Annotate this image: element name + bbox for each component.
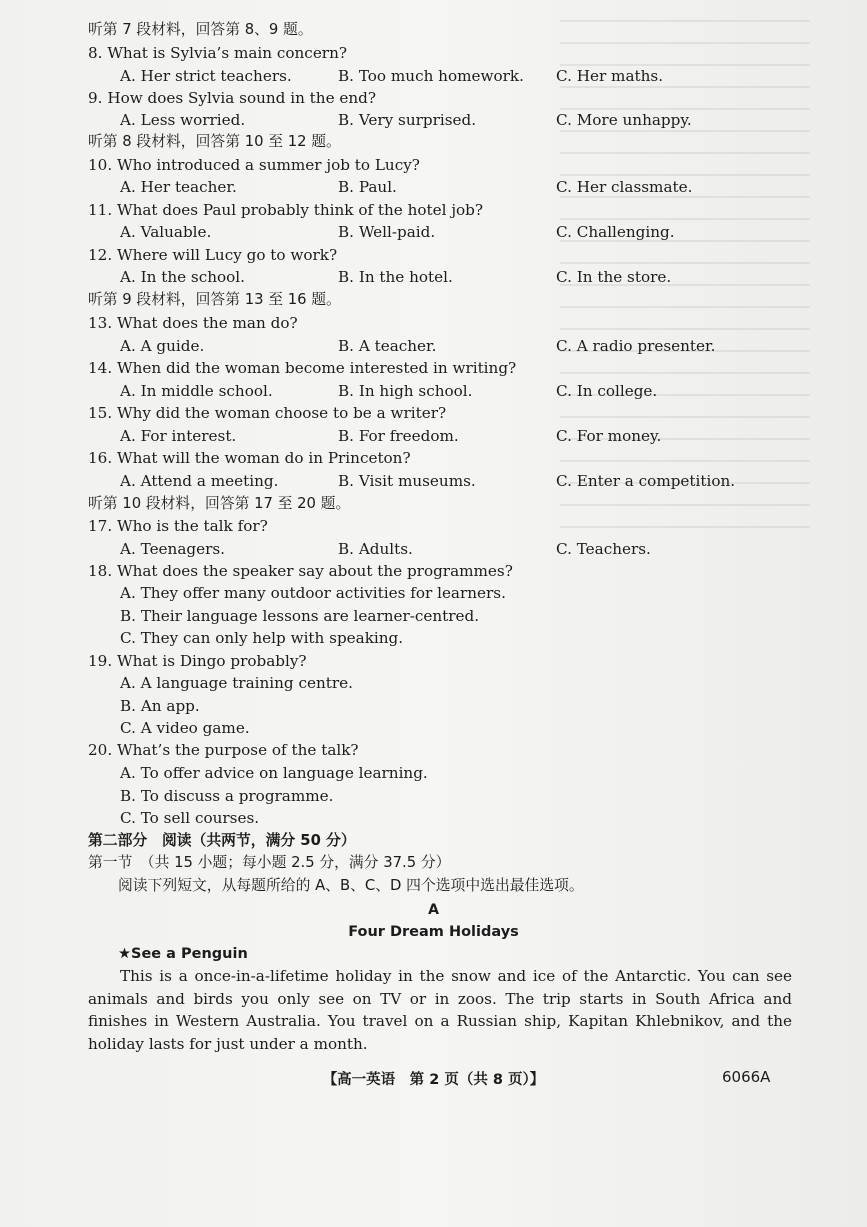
question-20-option-c: C. To sell courses. [120, 809, 260, 827]
section-header-8: 听第 8 段材料，回答第 10 至 12 题。 [88, 133, 341, 150]
question-18-stem: 18. What does the speaker say about the programmes? [88, 562, 513, 580]
question-11-option-c: C. Challenging. [556, 223, 675, 241]
question-10-option-c: C. Her classmate. [556, 178, 693, 196]
passage-section-heading: ★See a Penguin [118, 946, 248, 962]
question-18-option-a: A. They offer many outdoor activities for learners. [120, 584, 506, 602]
passage-paragraph [88, 965, 792, 1055]
section-header-9: 听第 9 段材料，回答第 13 至 16 题。 [88, 291, 341, 308]
question-10-stem: 10. Who introduced a summer job to Lucy? [88, 156, 420, 174]
question-8-option-a: A. Her strict teachers. [120, 67, 292, 85]
question-16-option-b: B. Visit museums. [338, 472, 476, 490]
question-9-option-b: B. Very surprised. [338, 111, 477, 129]
question-14-option-b: B. In high school. [338, 382, 473, 400]
question-17-option-b: B. Adults. [338, 540, 413, 558]
question-15-option-a: A. For interest. [120, 427, 237, 445]
question-19-option-c: C. A video game. [120, 719, 250, 737]
question-10-option-b: B. Paul. [338, 178, 397, 196]
question-20-stem: 20. What’s the purpose of the talk? [88, 741, 359, 759]
passage-title: Four Dream Holidays [348, 924, 519, 940]
question-8-option-b: B. Too much homework. [338, 67, 524, 85]
question-13-option-a: A. A guide. [120, 337, 205, 355]
question-17-option-c: C. Teachers. [556, 540, 651, 558]
part2-instruction: 阅读下列短文，从每题所给的 A、B、C、D 四个选项中选出最佳选项。 [118, 877, 584, 894]
question-8-option-c: C. Her maths. [556, 67, 664, 85]
question-12-option-c: C. In the store. [556, 268, 672, 286]
question-12-option-a: A. In the school. [120, 268, 245, 286]
section-header-7: 听第 7 段材料，回答第 8、9 题。 [88, 21, 313, 38]
question-8-stem: 8. What is Sylvia’s main concern? [88, 44, 347, 62]
question-9-option-a: A. Less worried. [120, 111, 246, 129]
question-14-option-c: C. In college. [556, 382, 658, 400]
part2-title: 第二部分 阅读（共两节，满分 50 分） [88, 832, 356, 849]
question-15-option-c: C. For money. [556, 427, 662, 445]
part2-subtitle: 第一节 （共 15 小题；每小题 2.5 分，满分 37.5 分） [88, 854, 451, 871]
question-14-stem: 14. When did the woman become interested in writing? [88, 359, 517, 377]
question-16-option-c: C. Enter a competition. [556, 472, 736, 490]
passage-letter: A [428, 902, 439, 918]
question-13-stem: 13. What does the man do? [88, 314, 298, 332]
question-12-stem: 12. Where will Lucy go to work? [88, 246, 338, 264]
section-header-10: 听第 10 段材料，回答第 17 至 20 题。 [88, 495, 351, 512]
question-11-option-a: A. Valuable. [120, 223, 212, 241]
question-19-option-a: A. A language training centre. [120, 674, 353, 692]
question-11-option-b: B. Well-paid. [338, 223, 436, 241]
footer-page-label: 【高一英语 第 2 页（共 8 页）】 [322, 1072, 545, 1088]
question-14-option-a: A. In middle school. [120, 382, 273, 400]
footer-code: 6066A [722, 1068, 771, 1086]
question-18-option-b: B. Their language lessons are learner-centred. [120, 607, 480, 625]
question-12-option-b: B. In the hotel. [338, 268, 453, 286]
question-13-option-c: C. A radio presenter. [556, 337, 716, 355]
question-15-stem: 15. Why did the woman choose to be a writer? [88, 404, 447, 422]
question-19-stem: 19. What is Dingo probably? [88, 652, 307, 670]
question-16-option-a: A. Attend a meeting. [120, 472, 279, 490]
question-9-option-c: C. More unhappy. [556, 111, 692, 129]
question-9-stem: 9. How does Sylvia sound in the end? [88, 89, 377, 107]
question-19-option-b: B. An app. [120, 697, 200, 715]
question-18-option-c: C. They can only help with speaking. [120, 629, 404, 647]
question-11-stem: 11. What does Paul probably think of the hotel job? [88, 201, 484, 219]
passage-body-text: This is a once-in-a-lifetime holiday in the snow and ice of the Antarctic. You can see animals and birds you only see on TV or in zoos. The trip starts in South Africa and finishes in Western Australia. You travel on a Russian ship, Kapitan Khlebnikov, and the holiday lasts for just under a month. [88, 967, 792, 1053]
question-16-stem: 16. What will the woman do in Princeton? [88, 449, 411, 467]
question-17-option-a: A. Teenagers. [120, 540, 225, 558]
question-10-option-a: A. Her teacher. [120, 178, 237, 196]
question-20-option-b: B. To discuss a programme. [120, 787, 334, 805]
question-17-stem: 17. Who is the talk for? [88, 517, 268, 535]
question-15-option-b: B. For freedom. [338, 427, 459, 445]
question-13-option-b: B. A teacher. [338, 337, 437, 355]
question-20-option-a: A. To offer advice on language learning. [120, 764, 428, 782]
